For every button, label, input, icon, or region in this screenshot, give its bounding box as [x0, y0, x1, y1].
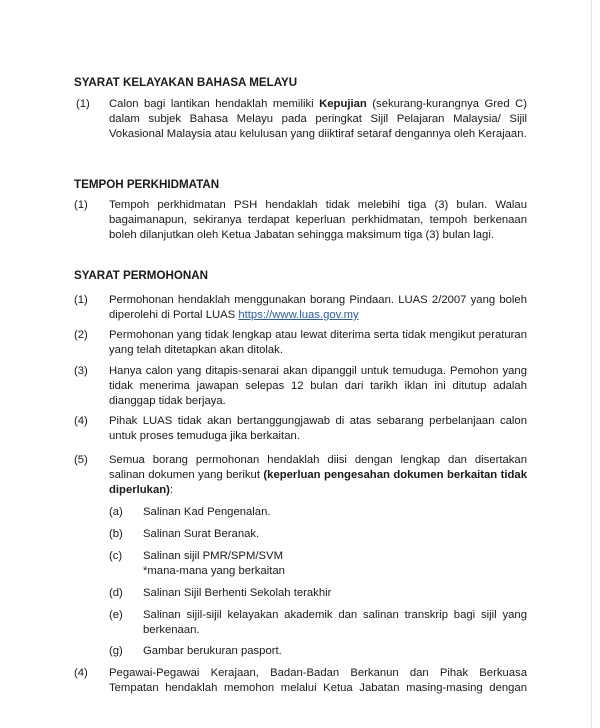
- subitem-letter: (b): [109, 528, 123, 540]
- subitem-text: Salinan Surat Beranak.: [143, 528, 260, 540]
- subitem-letter: (g): [109, 645, 123, 657]
- item-text: [109, 97, 527, 142]
- item-number: (1): [76, 98, 90, 110]
- bold-text: (keperluan pengesahan dokumen berkaitan tidak diperlukan): [109, 469, 527, 496]
- subitem-text: Salinan sijil-sijil kelayakan akademik dan salinan transkrip bagi sijil yang berkenaan.: [143, 609, 527, 636]
- subitem-letter: (c): [109, 550, 123, 562]
- item-number: (5): [74, 454, 88, 466]
- luas-portal-link[interactable]: https://www.luas.gov.my: [238, 309, 359, 321]
- item-number: (4): [74, 415, 88, 427]
- subitem-text: Salinan Sijil Berhenti Sekolah terakhir: [143, 587, 332, 599]
- subitem-note: *mana-mana yang berkaitan: [143, 565, 285, 577]
- subitem-letter: (d): [109, 587, 123, 599]
- item-text: Tempoh perkhidmatan PSH hendaklah tidak melebihi tiga (3) bulan. Walau bagaimanapun, sekiranya terdapat keperluan perkhidmatan, tempoh berkenaan boleh dilanjutkan oleh Ketua Jabatan sehingga maksimum tiga (3) bulan lagi.: [109, 199, 527, 241]
- text-part: :: [169, 484, 174, 496]
- item-text: Hanya calon yang ditapis-senarai akan dipanggil untuk temuduga. Pemohon yang tidak menerima jawapan selepas 12 bulan dari tarikh iklan ini ditutup adalah dianggap tidak berjaya.: [109, 365, 527, 407]
- bold-text: Kepujian: [319, 98, 367, 110]
- item-text: [109, 293, 527, 323]
- item-number: (2): [74, 329, 88, 341]
- item-number: (4): [74, 667, 88, 679]
- section-heading-permohonan: SYARAT PERMOHONAN: [74, 269, 208, 282]
- text-part: Semua borang permohonan hendaklah diisi dengan lengkap dan disertakan salinan dokumen yang berikut: [109, 454, 527, 481]
- page-edge: [591, 0, 592, 728]
- item-text: [109, 453, 527, 498]
- text-part: Calon bagi lantikan hendaklah memiliki: [109, 98, 320, 110]
- item-text: Pegawai-Pegawai Kerajaan, Badan-Badan Berkanun dan Pihak Berkuasa Tempatan hendaklah memohon melalui Ketua Jabatan masing-masing dengan: [109, 667, 527, 694]
- subitem-letter: (e): [109, 609, 123, 621]
- subitem-text: Salinan Kad Pengenalan.: [143, 506, 271, 518]
- section-heading-tempoh: TEMPOH PERKHIDMATAN: [74, 178, 220, 191]
- item-number: (1): [74, 294, 88, 306]
- subitem-letter: (a): [109, 506, 123, 518]
- subitem-text: Salinan sijil PMR/SPM/SVM: [143, 550, 283, 562]
- subitem-text: Gambar berukuran pasport.: [143, 645, 282, 657]
- item-text: Permohonan yang tidak lengkap atau lewat diterima serta tidak mengikut peraturan yang telah ditetapkan akan ditolak.: [109, 329, 527, 356]
- text-part: Permohonan hendaklah menggunakan borang Pindaan. LUAS 2/2007 yang boleh diperolehi di Portal LUAS: [109, 294, 527, 321]
- item-text: Pihak LUAS tidak akan bertanggungjawab di atas sebarang perbelanjaan calon untuk proses temuduga jika berkaitan.: [109, 415, 527, 442]
- item-number: (3): [74, 365, 88, 377]
- item-number: (1): [74, 199, 88, 211]
- text-part: (sekurang-kurangnya Gred C) dalam subjek Bahasa Melayu pada peringkat Sijil Pelajaran Malaysia/ Sijil Vokasional Malaysia atau kelulusan yang diiktiraf setaraf dengannya oleh Kerajaan.: [109, 98, 528, 140]
- section-heading-kelayakan: SYARAT KELAYAKAN BAHASA MELAYU: [74, 76, 298, 89]
